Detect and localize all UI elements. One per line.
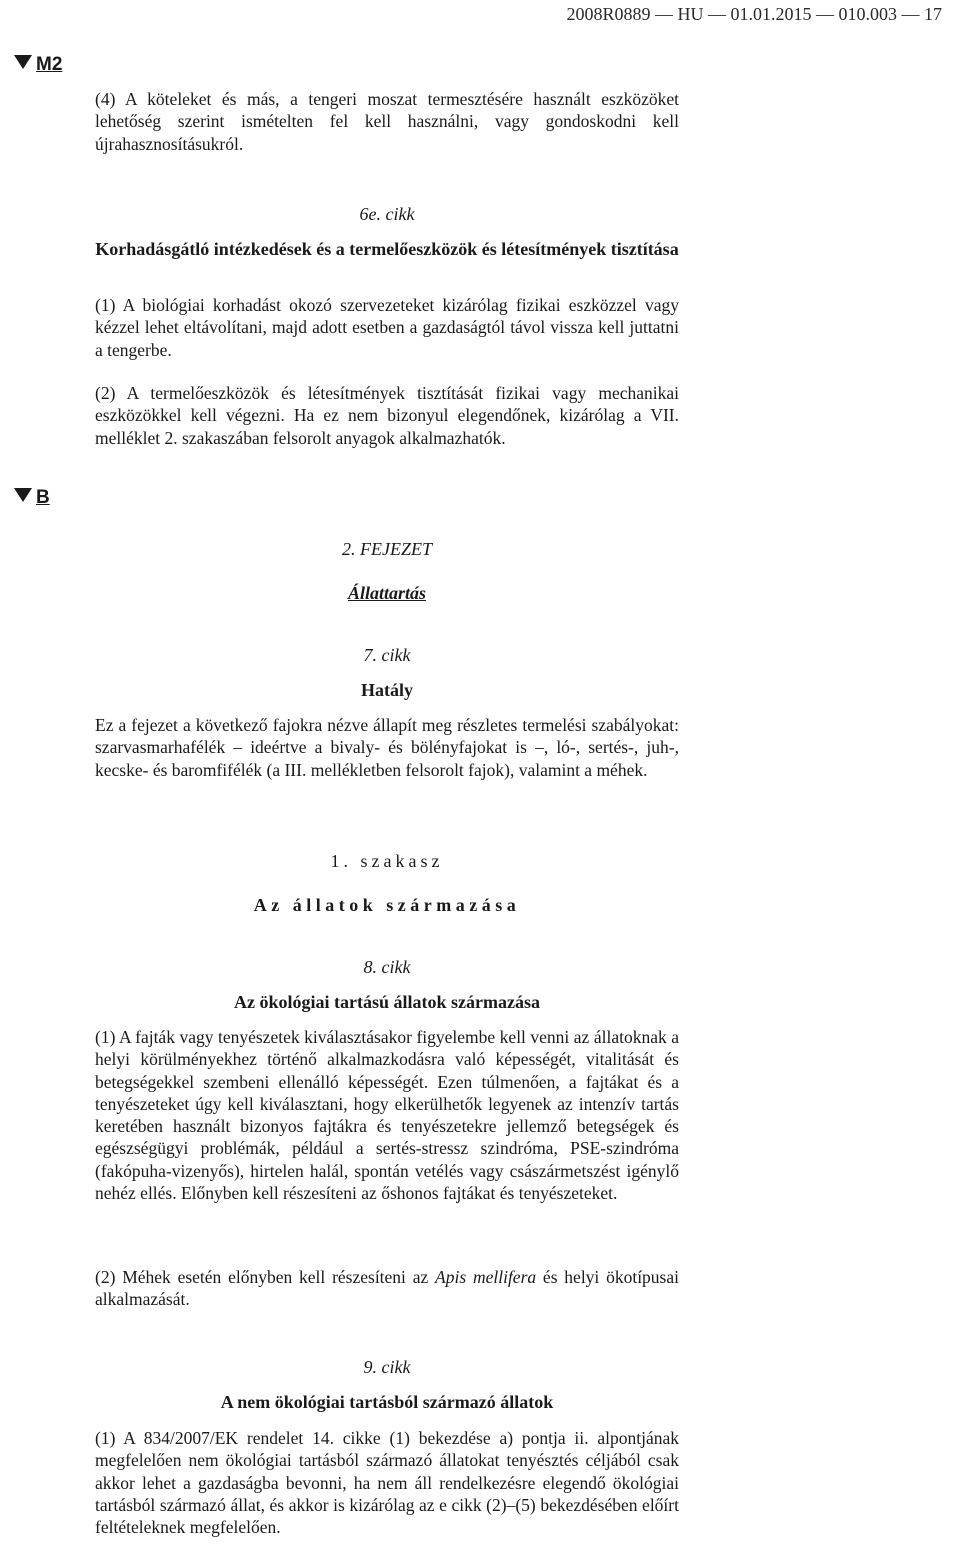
article-9-p1-block [95,1427,679,1538]
amendment-marker-b[interactable] [14,487,50,509]
article-paragraph: (1) A biológiai korhadást okozó szervezeteket kizárólag fizikai eszközzel vagy kézzel lehet eltávolítani, majd adott esetben a gazdaságtól távol vissza kell juttatni a tengerbe. [95,295,679,360]
article-number: 6e. cikk [359,204,415,224]
marker-code: B [36,487,50,508]
paragraph-4: (4) A köteleket és más, a tengeri moszat termesztésére használt eszközöket lehetőség szerint ismételten fel kell használni, vagy gondoskodni kell újrahasznosításukról. [95,89,679,154]
article-title: A nem ökológiai tartásból származó állatok [220,1392,554,1412]
article-paragraph: (1) A fajták vagy tenyészetek kiválasztásakor figyelembe kell venni az állatoknak a helyi körülményekhez történő alkalmazkodásra való képességét, vitalitását és betegségekkel szembeni ellenálló képességét. Ezen túlmenően, a fajtákat és a tenyészeteket úgy kell kiválasztani, hogy elkerülhetők legyenek az intenzív tartás keretében használt bizonyos fajtákra és tenyészetekre jellemző betegségek és egészségügyi problémák, például a sertés-stressz szindróma, PSE-szindróma (fakópuha-vizenyős), hirtelen halál, spontán vetélés vagy császármetszést igénylő nehéz ellés. Előnyben kell részesíteni az őshonos fajtákat és tenyészeteket. [95,1027,679,1204]
triangle-down-icon [14,55,32,69]
marker-code: M2 [36,54,63,75]
article-number: 7. cikk [363,645,411,665]
article-6e-p2-block [95,382,679,449]
article-paragraph: (1) A 834/2007/EK rendelet 14. cikke (1) bekezdése a) pontja ii. alpontjának megfelelően nem ökológiai tartásból származó állatokat tenyésztés céljából csak akkor lehet a gazdaságba bevonni, ha nem áll rendelkezésre elegendő ökológiai tartásból származó állat, és akkor is kizárólag az e cikk (2)–(5) bekezdésében előírt feltételeknek megfelelően. [95,1428,679,1538]
section-number: 1. szakasz [330,851,444,871]
article-paragraph: (2) A termelőeszközök és létesítmények tisztítását fizikai vagy mechanikai eszközökkel kell végezni. Ha ez nem bizonyul elegendőnek, kizárólag a VII. melléklet 2. szakaszában felsorolt anyagok alkalmazhatók. [95,383,679,448]
article-title: Az ökológiai tartású állatok származása [234,992,540,1012]
article-number: 8. cikk [363,957,411,977]
chapter-heading [95,538,679,605]
section-heading [95,850,679,917]
article-8-heading [95,956,679,1014]
amendment-marker-m2[interactable] [14,54,62,76]
article-7-p1-block [95,714,679,781]
chapter-title: Állattartás [347,583,427,603]
article-6e-p1-block [95,294,679,361]
article-8-p1-block [95,1026,679,1204]
paragraph-4-block [95,88,679,155]
article-9-heading [95,1356,679,1414]
species-name: Apis mellifera [435,1267,537,1287]
triangle-down-icon [14,488,32,502]
chapter-number: 2. FEJEZET [342,539,432,559]
document-header: 2008R0889 — HU — 01.01.2015 — 010.003 — 17 [566,4,942,24]
article-7-heading [95,644,679,702]
article-title: Hatály [361,680,413,700]
section-title: Az állatok származása [253,895,521,915]
article-6e-heading [95,203,679,261]
article-title: Korhadásgátló intézkedések és a termelőeszközök és létesítmények tisztítása [95,239,679,259]
article-number: 9. cikk [363,1357,411,1377]
article-paragraph: (2) Méhek esetén előnyben kell részesíteni az Apis mellifera és helyi ökotípusai alkalmazását. [95,1267,679,1310]
article-paragraph: Ez a fejezet a következő fajokra nézve állapít meg részletes termelési szabályokat: szarvasmarhafélék – ideértve a bivaly- és bölényfajokat is –, ló-, sertés-, juh-, kecske- és baromfifélék (a III. mellékletben felsorolt fajok), valamint a méhek. [95,715,679,780]
article-8-p2-block [95,1266,679,1311]
